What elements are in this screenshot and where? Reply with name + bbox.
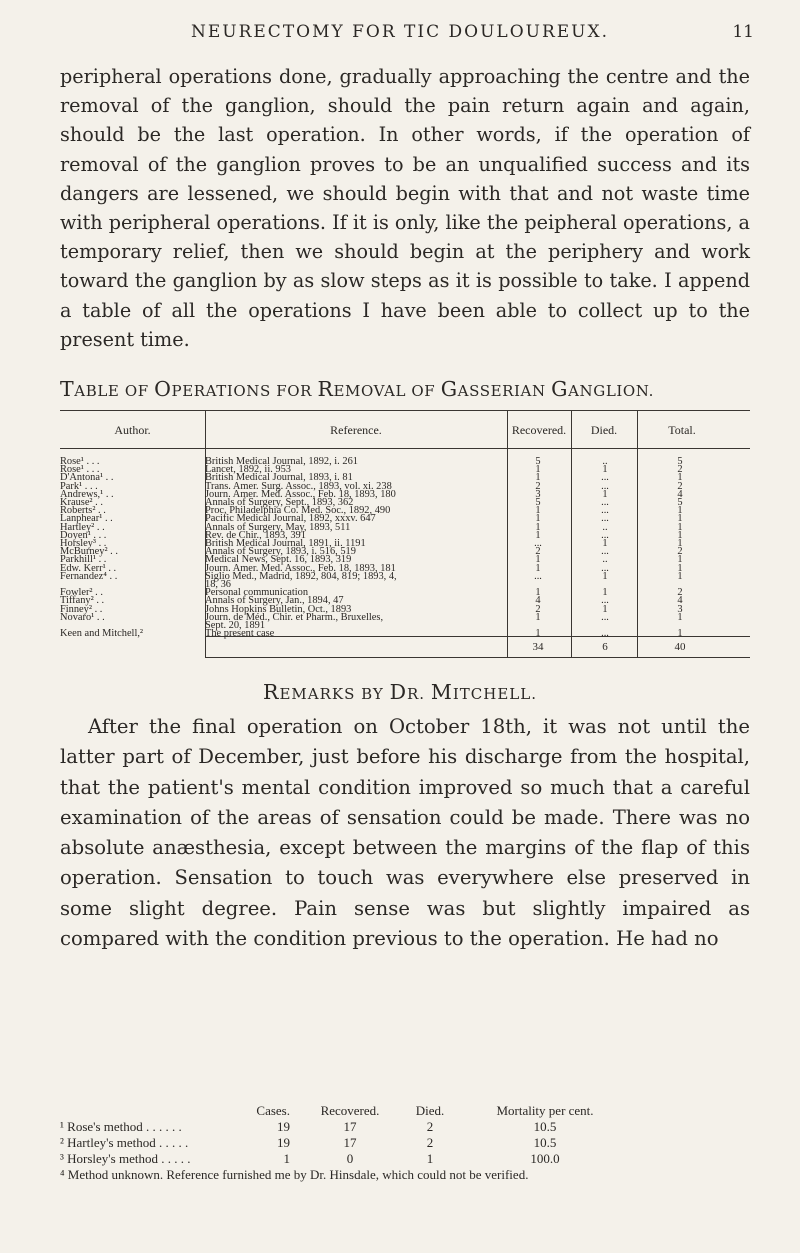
cell-total: 5 [677,456,683,467]
footnote-recovered: 17 [343,1119,357,1134]
cell-reference: Rev. de Chir., 1893, 391 [205,529,306,541]
title-part: G [440,377,458,401]
footnote-header-cases: Cases. [256,1103,290,1118]
total-all: 40 [674,641,686,653]
footnote-label: ² Hartley's method . . . . . [60,1135,189,1150]
header-author: Author. [114,423,151,437]
cell-author: Edw. Kerr¹ . . [60,562,117,574]
header-bottom-rule [60,448,750,449]
total-recovered: 34 [532,641,544,653]
cell-recovered: 1 [535,628,541,640]
cell-recovered: 1 [535,513,541,525]
cell-author: Park¹ . . . [60,480,98,492]
cell-died: 1 [602,464,608,476]
title-part: EMARKS BY [279,685,390,703]
title-part: T [60,377,75,401]
cell-died: ... [601,611,609,623]
cell-died: ... [601,562,609,574]
cell-recovered: 1 [535,529,541,541]
cell-recovered: 5 [535,456,541,467]
page-number: 11 [732,22,754,42]
cell-author: Rose¹ . . . [60,456,100,467]
remarks-text: After the final operation on October 18th, it was not until the latter part of December, just before his discharge from the hospital, that the patient's mental condition improved so much that a careful examination of the areas of sensation could be made. There was no absolute anæsthesia, except between the margins of the flap of this operation. Sensation to touch was everywhere else preserved in some slight degree. Pain sense was but slightly impaired as compared with the condition previous to the operation. He had no [60,715,750,951]
title-part: ABLE OF [74,382,155,400]
cell-recovered: 4 [535,595,541,607]
cell-recovered: 1 [535,611,541,623]
cell-total: 1 [677,628,683,640]
cell-recovered: 2 [535,603,541,615]
cell-total: 2 [677,480,683,492]
footnote-rows [60,1119,760,1167]
footnote-recovered: 0 [346,1151,354,1166]
cell-reference: Personal communication [205,587,309,599]
footnote-header-recovered: Recovered. [320,1103,380,1118]
title-part: R [263,680,280,704]
footnote-mortality: 10.5 [533,1119,557,1134]
cell-died: 1 [602,587,608,599]
cell-author: Fowler² . . [60,587,103,599]
cell-total: 3 [677,603,683,615]
footnote-died: 2 [426,1135,434,1150]
cell-died: .. [602,456,608,467]
cell-reference: Pacific Medical Journal, 1892, xxxv. 647 [205,513,376,525]
column-divider-total [637,410,638,658]
bottom-rule [205,657,750,658]
cell-total: 1 [677,472,683,484]
cell-reference: British Medical Journal, 1893, i. 81 [205,472,353,484]
cell-author: Hartley² . . [60,521,105,533]
footnote-recovered: 17 [343,1135,357,1150]
cell-died: 1 [602,570,608,582]
cell-reference: British Medical Journal, 1892, i. 261 [205,456,358,467]
title-part: R [317,377,334,401]
cell-author: Finney² . . [60,603,103,615]
cell-author: Keen and Mitchell,² [60,628,144,640]
cell-total: 1 [677,505,683,517]
cell-died: ... [601,505,609,517]
cell-died: 1 [602,488,608,500]
cell-author: Lanphear¹ . . [60,513,113,525]
cell-reference: Journ. Amer. Med. Assoc., Feb. 18, 1893, 181 [205,562,396,574]
cell-recovered: ... [534,538,542,549]
cell-total: 5 [677,497,683,508]
title-part: D [389,680,407,704]
cell-total: 2 [677,546,683,558]
cell-total: 1 [677,529,683,541]
intro-text: peripheral operations done, gradually approaching the centre and the removal of the ganglion, should the pain return again and again, should be the last operation. In other words, if the operation of removal of the ganglion proves to be an unqualified success and its dangers are lessened, we should begin with that and not waste time with peripheral operations. If it is only, like the peipheral operations, a temporary relief, then we should begin at the periphery and work toward the ganglion by as slow steps as it is possible to take. I append a table of all the operations I have been able to collect up to the present time. [60,65,750,351]
cell-total: 1 [677,521,683,533]
remarks-heading [0,680,800,704]
cell-died: ... [601,546,609,558]
footnote-label: ³ Horsley's method . . . . . [60,1151,191,1166]
table-top-rule [60,410,750,411]
header-reference: Reference. [330,423,382,437]
cell-died: ... [601,529,609,541]
footnotes [60,1103,760,1183]
cell-recovered: 1 [535,587,541,599]
footnote-label: ¹ Rose's method . . . . . . [60,1119,182,1134]
title-part: G [551,377,569,401]
cell-recovered: 2 [535,546,541,558]
title-part: ANGLION. [568,382,654,400]
cell-reference: Annals of Surgery, Sept., 1893, 362 [205,497,354,508]
cell-total: 4 [677,595,683,607]
cell-author: Roberts² . . [60,505,106,517]
cell-author: Parkhill¹ . . [60,554,107,566]
header-died: Died. [590,423,618,437]
cell-author: D'Antona¹ . . [60,472,114,484]
footnote-died: 1 [426,1151,434,1166]
cell-reference: Lancet, 1892, ii. 953 [205,464,291,476]
footnote-header-died: Died. [415,1103,445,1118]
cell-died: ... [601,513,609,525]
footnote-row [60,1135,760,1151]
footnote-row [60,1119,760,1135]
cell-died: ... [601,472,609,484]
remarks-paragraph [60,712,750,954]
table-title [60,377,750,401]
cell-total: 1 [677,570,683,582]
title-part: R. [407,685,431,703]
cell-author: Tiffany² . . [60,595,105,607]
cell-total: 1 [677,554,683,566]
cell-author: McBurney² . . [60,546,118,558]
cell-author: Andrews,¹ . . [60,488,114,500]
cell-total: 4 [677,488,683,500]
cell-author: Doyen¹ . . . [60,529,107,541]
cell-author: Rose¹ . . . [60,464,100,476]
cell-reference: Medical News, Sept. 16, 1893, 319 [205,554,352,566]
cell-died: ... [601,595,609,607]
cell-died: 1 [602,603,608,615]
cell-total: 1 [677,538,683,549]
cell-total: 2 [677,587,683,599]
title-part: ITCHELL. [452,685,537,703]
cell-reference: Sept. 20, 1891 [205,620,266,631]
title-part: EMOVAL OF [333,382,441,400]
cell-reference: The present case [205,628,275,640]
footnote-cases: 19 [277,1135,290,1150]
cell-reference: Annals of Surgery, May, 1893, 511 [205,521,351,533]
cell-recovered: ... [534,570,542,582]
footnote-note: ⁴ Method unknown. Reference furnished me by Dr. Hinsdale, which could not be verified. [60,1167,529,1182]
title-part: ASSERIAN [457,382,552,400]
intro-paragraph [60,62,750,354]
cell-recovered: 1 [535,562,541,574]
footnote-row [60,1151,760,1167]
footnote-header [60,1103,760,1119]
cell-recovered: 1 [535,505,541,517]
cell-died: ... [601,628,609,640]
header-total: Total. [668,423,696,437]
footnote-header-mortality: Mortality per cent. [496,1103,594,1118]
cell-recovered: 1 [535,554,541,566]
cell-recovered: 1 [535,464,541,476]
cell-reference: British Medical Journal, 1891, ii. 1191 [205,538,366,549]
cell-author: Krause² . . [60,497,103,508]
column-divider-recovered [507,410,508,658]
cell-recovered: 5 [535,497,541,508]
cell-died: ... [601,480,609,492]
title-part: PERATIONS FOR [171,382,318,400]
cell-total: 1 [677,513,683,525]
cell-reference: Johns Hopkins Bulletin, Oct., 1893 [205,603,352,615]
cell-recovered: 3 [535,488,541,500]
cell-reference: Proc. Philadelphia Co. Med. Soc., 1892, 490 [205,505,391,517]
cell-total: 2 [677,464,683,476]
footnote-mortality: 100.0 [530,1151,560,1166]
running-header [0,22,800,52]
cell-died: ... [601,497,609,508]
cell-reference: Annals of Surgery, Jan., 1894, 47 [205,595,344,607]
cell-died: .. [602,554,608,566]
cell-recovered: 1 [535,472,541,484]
cell-reference: 18, 36 [205,579,231,590]
footnote-cases: 1 [283,1151,290,1166]
footnote-died: 2 [426,1119,434,1134]
running-title: NEURECTOMY FOR TIC DOULOUREUX. [190,22,610,42]
cell-reference: Journ. de Méd., Chir. et Pharm., Bruxelles, [205,611,384,623]
cell-author: Fernandez⁴ . . [60,570,118,582]
cell-reference: Trans. Amer. Surg. Assoc., 1893, vol. xi. 238 [205,480,392,492]
cell-reference: Siglio Med., Madrid, 1892, 804, 819; 1893, 4, [205,570,397,582]
footnote-cases: 19 [277,1119,290,1134]
title-part: O [154,377,172,401]
operations-table [60,410,750,658]
cell-recovered: 1 [535,521,541,533]
cell-reference: Annals of Surgery, 1893, i. 516, 519 [205,546,356,558]
title-part: M [430,680,453,704]
cell-died: 1 [602,538,608,549]
cell-author: Novaro¹ . . [60,611,105,623]
footnote-mortality: 10.5 [533,1135,557,1150]
cell-reference: Journ. Amer. Med. Assoc., Feb. 18, 1893, 180 [205,488,396,500]
header-recovered: Recovered. [511,423,567,437]
cell-author: Horsley³ . . [60,538,107,549]
column-divider-died [571,410,572,658]
cell-died: .. [602,521,608,533]
cell-total: 1 [677,611,683,623]
total-died: 6 [602,641,608,653]
cell-total: 1 [677,562,683,574]
cell-recovered: 2 [535,480,541,492]
